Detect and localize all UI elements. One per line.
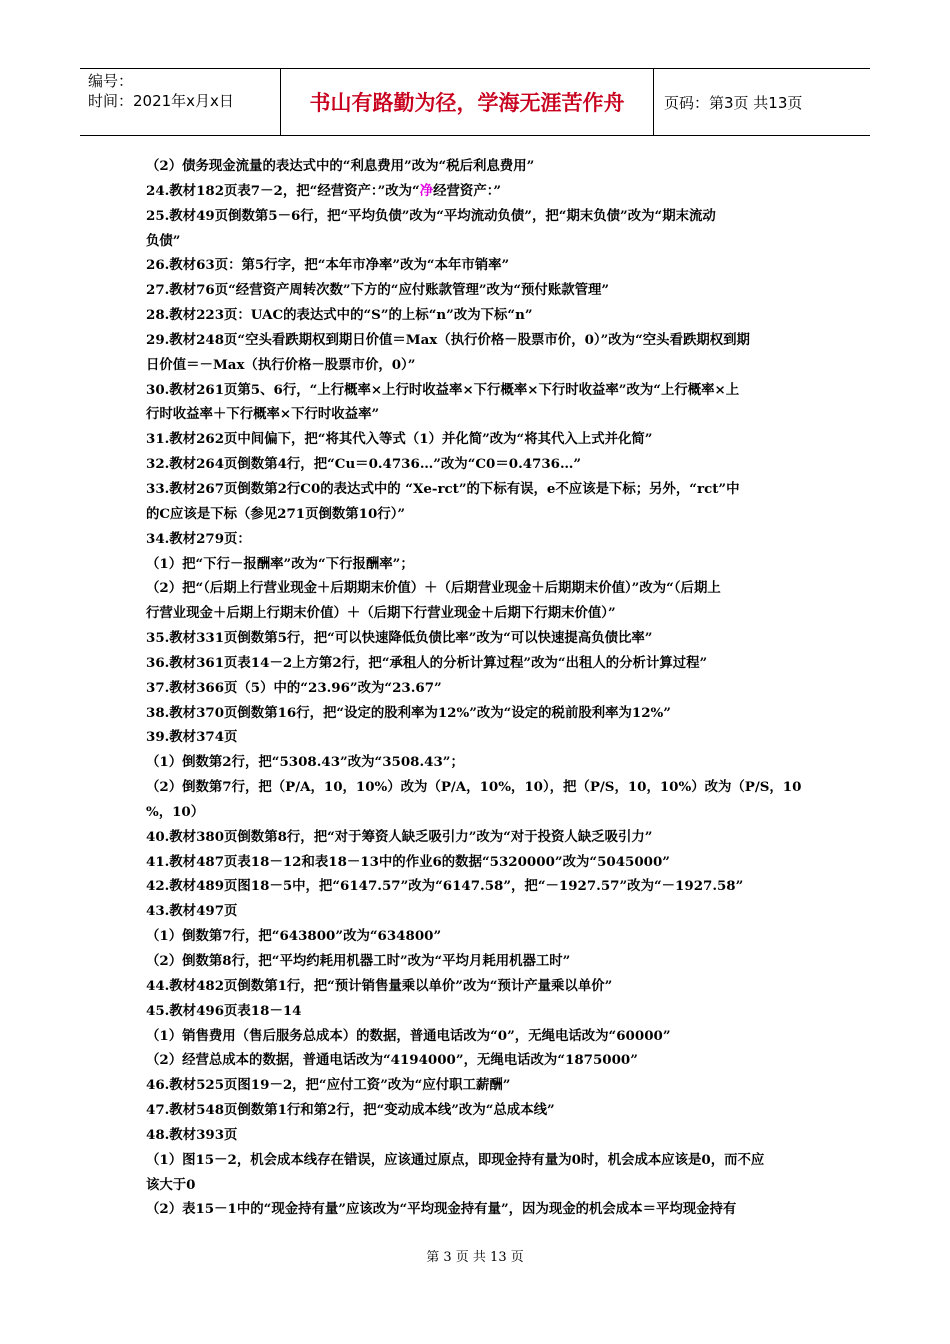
header-motto-cell <box>280 69 654 135</box>
header-page-info <box>654 69 870 135</box>
text-line: 43.教材497页 <box>146 903 238 920</box>
text-line: 35.教材331页倒数第5行，把“可以快速降低负债比率”改为“可以快速提高负债比率” <box>146 630 653 647</box>
text-line: （1）图15－2，机会成本线存在错误，应该通过原点，即现金持有量为0时，机会成本应该是0，而不应 <box>146 1151 765 1168</box>
page-info-text: 页码：第3页 共13页 <box>664 93 803 112</box>
page-footer: 第 3 页 共 13 页 <box>426 1250 524 1265</box>
text-line: （2）倒数第7行，把（P/A，10，10%）改为（P/A，10%，10），把（P/S，10，10%）改为（P/S，10 <box>146 779 802 796</box>
text-line: 42.教材489页图18－5中，把“6147.57”改为“6147.58”，把“－1927.57”改为“－1927.58” <box>146 878 744 895</box>
text-line: 32.教材264页倒数第4行，把“Cu＝0.4736…”改为“C0＝0.4736…” <box>146 456 582 473</box>
text-line: 38.教材370页倒数第16行，把“设定的股利率为12%”改为“设定的税前股利率为12%” <box>146 704 671 721</box>
text-line: （1）把“下行－报酬率”改为“下行报酬率”； <box>146 555 414 572</box>
text-line: 30.教材261页第5、6行，“上行概率×上行时收益率×下行概率×下行时收益率”改为“上行概率×上 <box>146 381 740 398</box>
text-line: 37.教材366页（5）中的“23.96”改为“23.67” <box>146 679 442 696</box>
number-label: 编号： <box>88 72 134 90</box>
text-line: 日价值＝－Max（执行价格－股票市价，0）” <box>146 356 416 373</box>
text-line: （2）经营总成本的数据，普通电话改为“4194000”，无绳电话改为“1875000” <box>146 1052 638 1069</box>
text-line: 48.教材393页 <box>146 1126 238 1143</box>
text-line: （1）倒数第2行，把“5308.43”改为“3508.43”； <box>146 754 464 771</box>
text-line: （2）债务现金流量的表达式中的“利息费用”改为“税后利息费用” <box>146 158 535 174</box>
text-line: 负债” <box>146 232 181 249</box>
text-line: （2）把“（后期上行营业现金＋后期期末价值）＋（后期营业现金＋后期期末价值）”改为“（后期上 <box>146 580 721 597</box>
text-line: 31.教材262页中间偏下，把“将其代入等式（1）并化简”改为“将其代入上式并化简” <box>146 431 653 448</box>
text-line: 47.教材548页倒数第1行和第2行，把“变动成本线”改为“总成本线” <box>146 1102 555 1119</box>
text-line <box>146 179 814 204</box>
header-meta <box>80 69 280 135</box>
text-line: 的C应该是下标（参见271页倒数第10行）” <box>146 505 406 522</box>
text-line: 40.教材380页倒数第8行，把“对于筹资人缺乏吸引力”改为“对于投资人缺乏吸引力” <box>146 828 653 845</box>
text-line: （1）销售费用（售后服务总成本）的数据，普通电话改为“0”，无绳电话改为“60000” <box>146 1027 671 1044</box>
text-line: 27.教材76页“经营资产周转次数”下方的“应付账款管理”改为“预付账款管理” <box>146 282 610 299</box>
text-line: 39.教材374页 <box>146 729 238 746</box>
text-line: 41.教材487页表18－12和表18－13中的作业6的数据“5320000”改为“5045000” <box>146 853 670 870</box>
text-segment: 经营资产：” <box>433 182 502 199</box>
text-line: 44.教材482页倒数第1行，把“预计销售量乘以单价”改为“预计产量乘以单价” <box>146 977 613 994</box>
time-label: 时间：2021年x月x日 <box>88 92 234 110</box>
text-line: （2）倒数第8行，把“平均约耗用机器工时”改为“平均月耗用机器工时” <box>146 953 571 969</box>
text-line: 28.教材223页：UAC的表达式中的“S”的上标“n”改为下标“n” <box>146 307 533 324</box>
document-body <box>146 154 814 1222</box>
text-line: 36.教材361页表14－2上方第2行，把“承租人的分析计算过程”改为“出租人的分析计算过程” <box>146 654 708 671</box>
text-line: 34.教材279页： <box>146 530 251 547</box>
highlighted-text: 净 <box>419 182 434 199</box>
text-line: 行时收益率＋下行概率×下行时收益率” <box>146 406 380 423</box>
text-line: 46.教材525页图19－2，把“应付工资”改为“应付职工薪酬” <box>146 1077 511 1094</box>
text-line: 行营业现金＋后期上行期末价值）＋（后期下行营业现金＋后期下行期末价值）” <box>146 605 616 622</box>
text-line: %，10） <box>146 803 205 820</box>
text-line: 45.教材496页表18－14 <box>146 1002 302 1019</box>
text-line: 该大于0 <box>146 1176 196 1193</box>
motto-text: 书山有路勤为径，学海无涯苦作舟 <box>309 91 625 115</box>
text-segment: 24.教材182页表7－2，把“经营资产：”改为“ <box>146 182 420 199</box>
text-line: 33.教材267页倒数第2行C0的表达式中的 “Xe-rct”的下标有误，e不应该是下标；另外，“rct”中 <box>146 480 740 497</box>
text-line: 26.教材63页：第5行字，把“本年市净率”改为“本年市销率” <box>146 257 510 274</box>
text-line: 25.教材49页倒数第5－6行，把“平均负债”改为“平均流动负债”，把“期末负债”改为“期末流动 <box>146 207 716 224</box>
text-line: 29.教材248页“空头看跌期权到期日价值＝Max（执行价格－股票市价，0）”改为“空头看跌期权到期 <box>146 331 750 348</box>
text-line: （2）表15－1中的“现金持有量”应该改为“平均现金持有量”，因为现金的机会成本＝平均现金持有 <box>146 1201 737 1218</box>
page-header <box>80 68 870 136</box>
text-line: （1）倒数第7行，把“643800”改为“634800” <box>146 928 442 945</box>
